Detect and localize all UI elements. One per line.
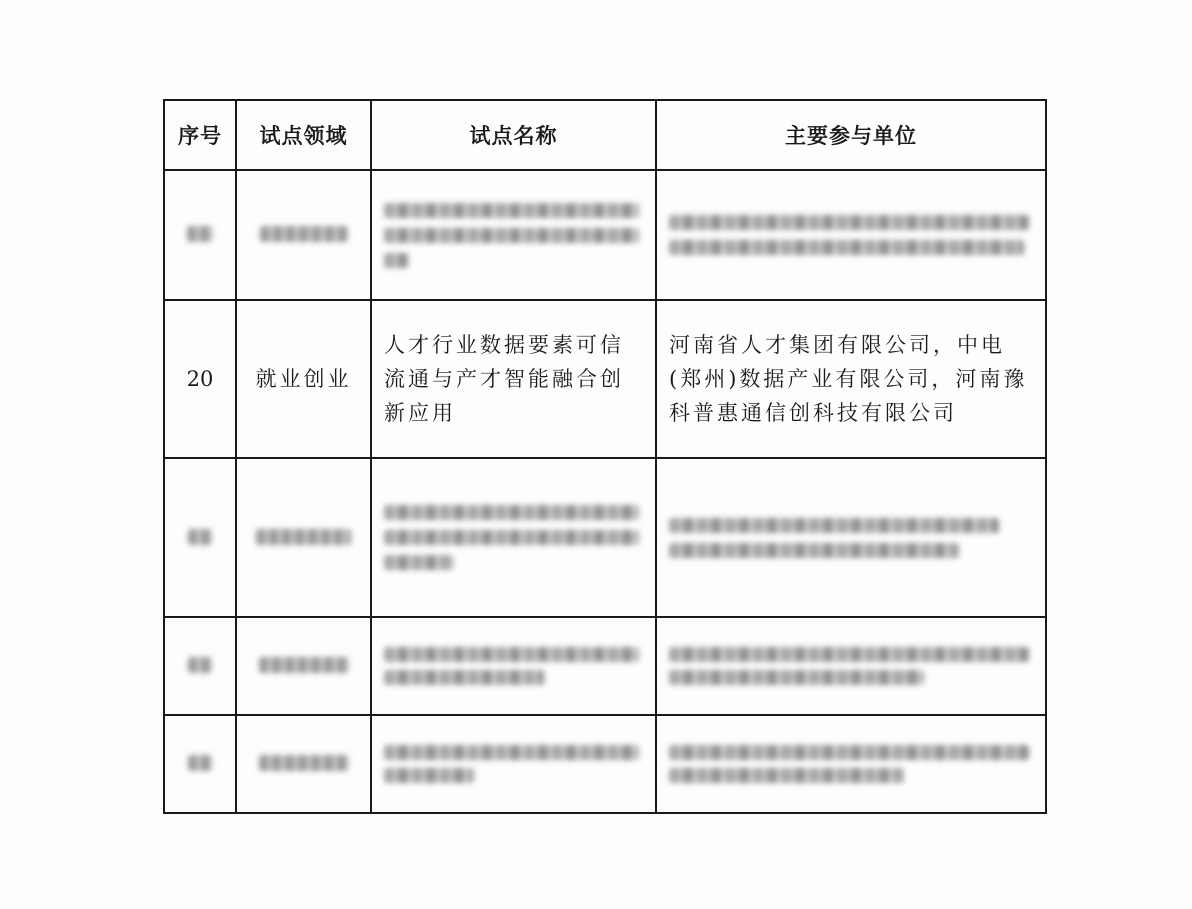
table-header-row [164, 100, 1046, 170]
header-name: 试点名称 [371, 100, 656, 170]
redacted-cell [371, 170, 656, 300]
redacted-cell [164, 715, 236, 813]
redacted-cell [236, 617, 371, 715]
redacted-cell [656, 458, 1046, 617]
redacted-cell [656, 617, 1046, 715]
redacted-cell [371, 617, 656, 715]
header-field: 试点领域 [236, 100, 371, 170]
row-field: 就业创业 [236, 300, 371, 458]
table-row-redacted [164, 458, 1046, 617]
redacted-cell [236, 715, 371, 813]
redacted-cell [656, 715, 1046, 813]
table-row [164, 300, 1046, 458]
row-pilot-name: 人才行业数据要素可信流通与产才智能融合创新应用 [371, 300, 656, 458]
header-units: 主要参与单位 [656, 100, 1046, 170]
table-row-redacted [164, 170, 1046, 300]
redacted-cell [236, 170, 371, 300]
table-row-redacted [164, 715, 1046, 813]
redacted-cell [371, 458, 656, 617]
row-number: 20 [164, 300, 236, 458]
redacted-cell [164, 458, 236, 617]
table-row-redacted [164, 617, 1046, 715]
redacted-cell [371, 715, 656, 813]
redacted-cell [656, 170, 1046, 300]
redacted-cell [164, 170, 236, 300]
redacted-cell [236, 458, 371, 617]
redacted-cell [164, 617, 236, 715]
pilot-table [163, 99, 1047, 814]
row-participating-units: 河南省人才集团有限公司，中电(郑州)数据产业有限公司，河南豫科普惠通信创科技有限公司 [656, 300, 1046, 458]
header-number: 序号 [164, 100, 236, 170]
